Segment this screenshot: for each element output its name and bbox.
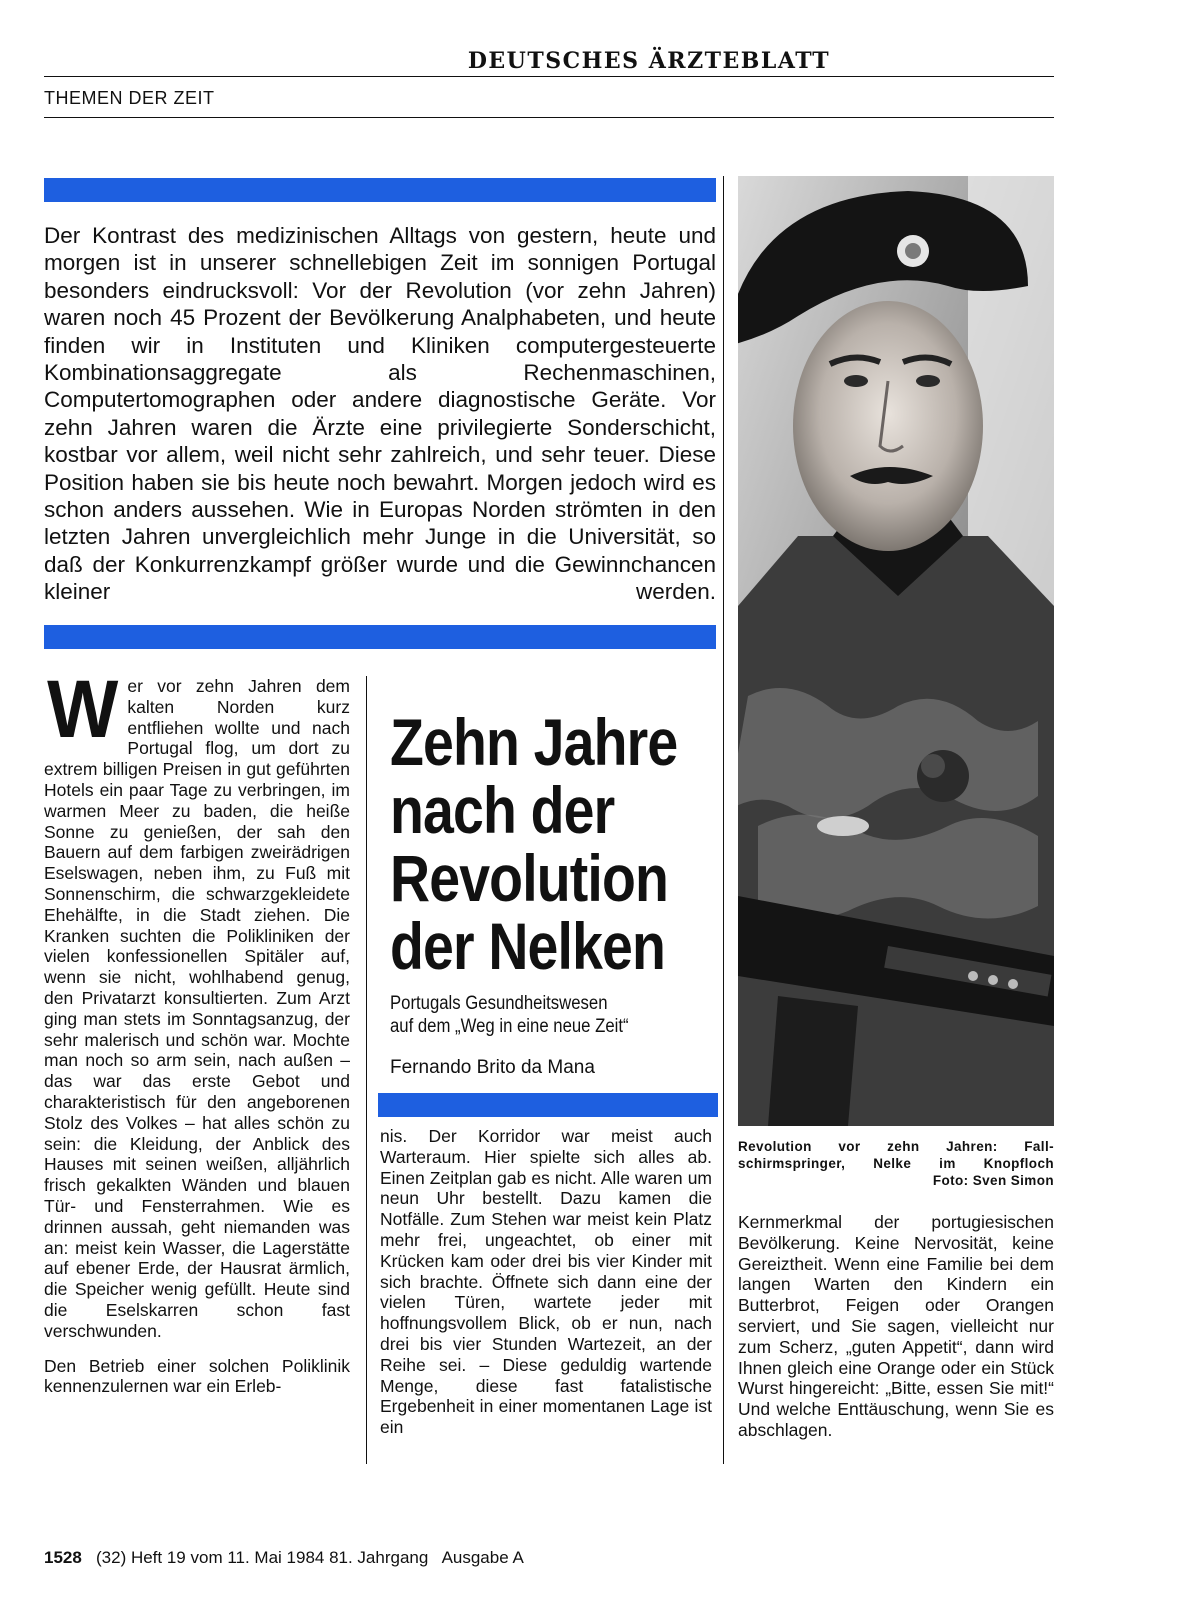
- subtitle-line: Portugals Gesundheitswesen: [390, 993, 608, 1014]
- drop-cap: W: [47, 664, 119, 755]
- accent-bar-column-2: [378, 1093, 718, 1117]
- body-column-2: [380, 1126, 712, 1438]
- issue-info: (32) Heft 19 vom 11. Mai 1984 81. Jahrgang: [96, 1548, 429, 1567]
- article-author: Fernando Brito da Mana: [390, 1057, 595, 1078]
- edition-label: Ausgabe A: [441, 1548, 524, 1567]
- accent-bar-top: [44, 178, 716, 202]
- article-headline: [390, 705, 678, 983]
- subtitle-line: auf dem „Weg in eine neue Zeit“: [390, 1016, 629, 1037]
- masthead: DEUTSCHES ÄRZTEBLATT: [467, 48, 831, 74]
- headline-line: Revolution: [390, 841, 669, 915]
- header-rule-top: [44, 76, 1054, 77]
- photo-credit: Foto: Sven Simon: [932, 1173, 1054, 1188]
- headline-line: der Nelken: [390, 909, 666, 983]
- headline-line: nach der: [390, 773, 615, 847]
- article-subtitle: [390, 992, 629, 1038]
- body-text: er vor zehn Jahren dem kalten Norden kurz entfliehen wollte und nach Portugal flog, um dort zu extrem billigen Preisen in gut geführten Hotels ein paar Tage zu verbringen, im warmen Meer zu baden, die heiße Sonne zu genießen, der sah den Bauern auf dem farbigen zweirädrigen Eselswagen, neben ihm, zu Fuß mit Sonnenschirm, die schwarzgekleidete Ehehälfte, in die Stadt ziehen. Die Kranken suchten die Polikliniken der vielen konfessionellen Spitäler auf, wenn sie nicht, wohlhabend genug, den Privatarzt konsultierten. Zum Arzt ging man stets im Sonntagsanzug, der sehr malerisch und schön war. Mochte man noch so arm sein, nach außen – das war das erste Gebot und charakteristisch für den angeborenen Stolz des Volkes – hat alles schön zu sein: die Kleidung, der Anblick des Hauses mit seinen weißen, alljährlich frisch gekalkten Wänden und blauen Tür- und Fensterrahmen. Wie es drinnen aussah, geht niemanden was an: meist kein Wasser, die Lagerstätte auf ebener Erde, der Hausrat ärmlich, die Speicher wenig gefüllt. Heute sind die Eselskarren schon fast verschwunden.: [44, 676, 350, 1341]
- page-number: 1528: [44, 1548, 82, 1567]
- column-rule-body: [366, 676, 367, 1464]
- header-rule-bottom: [44, 117, 1054, 118]
- section-label: THEMEN DER ZEIT: [44, 88, 215, 108]
- caption-line: schirmspringer, Nelke im Knopfloch: [738, 1156, 1054, 1171]
- body-column-3: [738, 1212, 1054, 1441]
- body-paragraph: nis. Der Korridor war meist auch Warteraum. Hier spielte sich alles ab. Einen Zeitplan gab es nicht. Alle waren um neun Uhr bestellt. Dazu kamen die Notfälle. Zum Stehen war meist kein Platz mehr frei, ungeachtet, ob einer mit Krücken kam oder drei bis vier Kinder mit sich brachte. Öffnete sich dann eine der vielen Türen, wartete jeder mit hoffnungsvollem Blick, ob er nun, nach drei bis vier Stunden Wartezeit, an der Reihe sei. – Diese geduldig wartende Menge, diese fast fatalistische Ergebenheit in einer momentanen Lage ist ein: [380, 1126, 712, 1438]
- caption-line: Revolution vor zehn Jahren: Fall-: [738, 1139, 1054, 1154]
- body-paragraph: [44, 664, 350, 1342]
- body-paragraph: Den Betrieb einer solchen Poliklinik kennenzulernen war ein Erleb-: [44, 1355, 350, 1397]
- column-rule-photo: [723, 176, 724, 1464]
- lead-paragraph: Der Kontrast des medizinischen Alltags von gestern, heute und morgen ist in unserer schnellebigen Zeit im sonnigen Portugal besonders eindrucksvoll: Vor der Revolution (vor zehn Jahren) waren noch 45 Prozent der Bevölkerung Analphabeten, und heute finden wir in Instituten und Kliniken computergesteuerte Kombinationsaggregate als Rechenmaschinen, Computertomographen oder andere diagnostische Geräte. Vor zehn Jahren waren die Ärzte eine privilegierte Sonderschicht, kostbar vor allem, weil nicht sehr zahlreich, und sehr teuer. Diese Position haben sie bis heute noch bewahrt. Morgen jedoch wird es schon anders aussehen. Wie in Europas Norden strömten in den letzten Jahren unvergleichlich mehr Junge in die Universität, so daß der Konkurrenzkampf größer wurde und die Gewinnchancen kleiner werden.: [44, 223, 716, 605]
- headline-line: Zehn Jahre: [390, 705, 678, 779]
- body-column-1: [44, 664, 350, 1397]
- accent-bar-middle: [44, 625, 716, 649]
- soldier-photo: [738, 176, 1054, 1126]
- body-paragraph: Kernmerkmal der portugiesischen Bevölkerung. Keine Nervosität, keine Gereiztheit. Wenn eine Familie bei dem langen Warten den Kindern ein Butterbrot, Feigen oder Orangen serviert, und Sie sagen, vielleicht nur zum Scherz, „guten Appetit“, dann wird Ihnen gleich eine Orange oder ein Stück Wurst hingereicht: „Bitte, essen Sie mit!“ Und welche Enttäuschung, wenn Sie es abschlagen.: [738, 1212, 1054, 1440]
- page-footer: [44, 1548, 524, 1568]
- photo-caption: [738, 1138, 1054, 1189]
- soldier-photo-image: [738, 176, 1054, 1126]
